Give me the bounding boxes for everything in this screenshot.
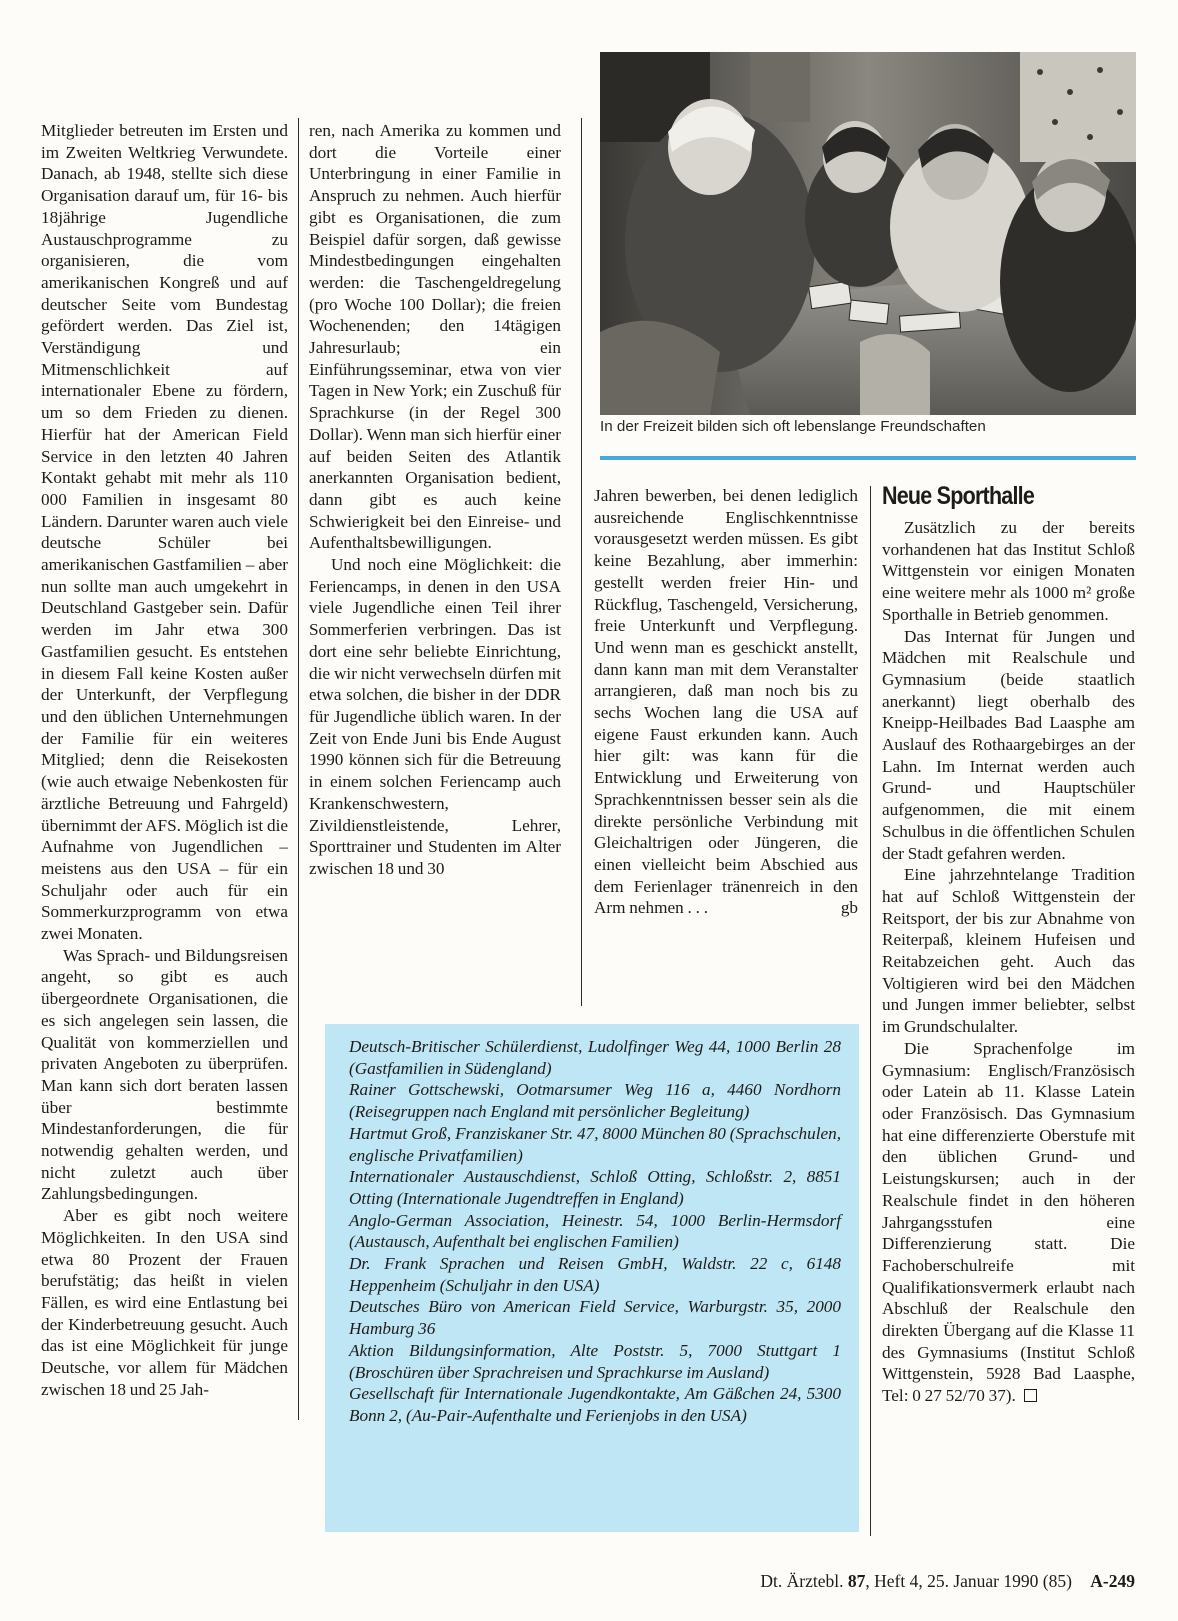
- sidebar-paragraph: [882, 1038, 1135, 1407]
- page-number: A-249: [1090, 1571, 1135, 1591]
- sidebar-paragraph: Das Internat für Jungen und Mädchen mit Realschule und Gymnasium (beide staatlich anerkannt) liegt oberhalb des Kneipp-Heilbades Bad Laasphe am Auslauf des Rothaargebirges an der Lahn. Im Internat werden auch Grund- und Hauptschüler aufgenommen, die mit einem Schulbus in die öffentlichen Schulen der Stadt gefahren werden.: [882, 626, 1135, 863]
- sidebar-column: [882, 517, 1135, 1407]
- journal-volume: 87: [847, 1571, 866, 1591]
- accent-divider: [600, 456, 1136, 460]
- address-entry: Aktion Bildungsinformation, Alte Poststr. 5, 7000 Stuttgart 1 (Broschüren über Sprachreisen und Sprachkurse im Ausland): [349, 1340, 841, 1382]
- article-text: Jahren bewerben, bei denen lediglich ausreichende Englischkenntnisse vorausgesetzt werden müssen. Es gibt keine Bezahlung, aber immerhin: gestellt werden freier Hin- und Rückflug, Taschengeld, Versicherung, freie Unterkunft und Verpflegung. Und wenn man es geschickt anstellt, dann kann man mit dem Veranstalter arrangieren, daß man noch bis zu sechs Wochen lang die USA auf eigene Faust erkunden kann. Auch hier gilt: was kann für die Entwicklung und Erweiterung von Sprachkenntnissen besser sein als die direkte persönliche Verbindung mit Gleichaltrigen oder Jüngeren, die einen vielleicht beim Abschied aus dem Ferienlager tränenreich in den Arm nehmen . . .: [594, 486, 858, 918]
- address-entry: Gesellschaft für Internationale Jugendkontakte, Am Gäßchen 24, 5300 Bonn 2, (Au-Pair-Aufenthalte und Ferienjobs in den USA): [349, 1384, 841, 1425]
- address-entry: Deutsch-Britischer Schülerdienst, Ludolfinger Weg 44, 1000 Berlin 28 (Gastfamilien in Südengland): [349, 1037, 841, 1078]
- sidebar-paragraph: Zusätzlich zu der bereits vorhandenen hat das Institut Schloß Wittgenstein vor einigen Monaten eine weitere mehr als 1000 m² große Sporthalle in Betrieb genommen.: [882, 518, 1135, 624]
- article-paragraph: Aber es gibt noch weitere Möglichkeiten. In den USA sind etwa 80 Prozent der Frauen berufstätig; das heißt in vielen Fällen, es wird eine Entlastung bei der Kinderbetreuung gesucht. Auch das ist eine Möglichkeit für junge Deutsche, vor allem für Mädchen zwischen 18 und 25 Jah-: [41, 1206, 288, 1399]
- column-divider: [870, 486, 871, 1536]
- article-paragraph: Und noch eine Möglichkeit: die Feriencamps, in denen in den USA viele Jugendliche einen Teil ihrer Sommerferien verbringen. Das ist dort eine sehr beliebte Einrichtung, die wir nicht verwechseln dürfen mit etwa solchen, die bisher in der DDR für Jugendliche üblich waren. In der Zeit von Ende Juni bis Ende August 1990 können sich für die Betreuung in einem solchen Feriencamp auch Krankenschwestern, Zivildienstleistende, Lehrer, Sporttrainer und Studenten im Alter zwischen 18 und 30: [309, 555, 561, 878]
- article-column-1: [41, 120, 288, 1400]
- address-entry: Deutsches Büro von American Field Service, Warburgstr. 35, 2000 Hamburg 36: [349, 1297, 841, 1339]
- column-divider: [298, 118, 299, 1420]
- article-paragraph: ren, nach Amerika zu kommen und dort die Vorteile einer Unterbringung in einer Familie in Anspruch zu nehmen. Auch hierfür gibt es Organisationen, die zum Beispiel dafür sorgen, daß gewisse Mindestbedingungen eingehalten werden: die Taschengeldregelung (pro Woche 100 Dollar); die freien Wochenenden; den 14tägigen Jahresurlaub; ein Einführungsseminar, etwa von vier Tagen in New York; ein Zuschuß für Sprachkurse (in der Regel 300 Dollar). Wenn man sich hierfür einer auf beiden Seiten des Atlantik anerkannten Organisation bedient, dann gibt es auch keine Schwierigkeit bei den Einreise- und Aufenthaltsbewilligungen.: [309, 121, 561, 553]
- photo-image: [600, 52, 1136, 415]
- address-entry: Rainer Gottschewski, Ootmarsumer Weg 116 a, 4460 Nordhorn (Reisegruppen nach England mit persönlicher Begleitung): [349, 1080, 841, 1122]
- issue-date: , Heft 4, 25. Januar 1990 (85): [865, 1571, 1072, 1591]
- photo-caption: In der Freizeit bilden sich oft lebenslange Freundschaften: [600, 418, 986, 435]
- address-entry: Anglo-German Association, Heinestr. 54, 1000 Berlin-Hermsdorf (Austausch, Aufenthalt bei englischen Familien): [349, 1210, 841, 1252]
- author-initials: gb: [840, 898, 858, 918]
- end-mark-icon: [1024, 1389, 1037, 1402]
- journal-name: Dt. Ärztebl.: [760, 1571, 844, 1591]
- sidebar-heading: Neue Sporthalle: [882, 482, 1035, 510]
- article-column-2: [309, 120, 561, 880]
- sidebar-paragraph: Eine jahrzehntelange Tradition hat auf Schloß Wittgenstein der Reitsport, der bis zur Abnahme von Reiterpaß, kleinem Hufeisen und Reitabzeichen geht. Auch das Voltigieren wird bei den Mädchen und Jungen immer beliebter, selbst im Grundschulalter.: [882, 865, 1135, 1037]
- address-box: [325, 1024, 859, 1532]
- sidebar-text: Die Sprachenfolge im Gymnasium: Englisch/Französisch oder Latein ab 11. Klasse Latein oder Französisch. Das Gymnasium hat eine differenzierte Oberstufe mit den üblichen Grund- und Leistungskursen; auch in der Realschule findet in den höheren Jahrgangsstufen eine Differenzierung statt. Die Fachoberschulreife mit Qualifikationsvermerk erlaubt nach Abschluß der Realschule den direkten Übergang auf die Klasse 11 des Gymnasiums (Institut Schloß Wittgenstein, 5928 Bad Laasphe, Tel: 0 27 52/70 37).: [882, 1038, 1135, 1406]
- photo-teenagers-playing-cards: [600, 52, 1136, 415]
- address-entry: Hartmut Groß, Franziskaner Str. 47, 8000 München 80 (Sprachschulen, englische Privatfamilien): [349, 1123, 841, 1165]
- page-footer: [605, 1571, 1135, 1592]
- article-paragraph: Was Sprach- und Bildungsreisen angeht, so gibt es auch übergeordnete Organisationen, die es sich angelegen sein lassen, die Qualität von kommerziellen und privaten Angeboten zu überprüfen. Man kann sich dort beraten lassen über bestimmte Mindestanforderungen, die für notwendig gehalten werden, und nicht zuletzt auch über Zahlungsbedingungen.: [41, 945, 288, 1204]
- article-column-3: [594, 485, 858, 919]
- address-entry: Dr. Frank Sprachen und Reisen GmbH, Waldstr. 22 c, 6148 Heppenheim (Schuljahr in den USA): [349, 1254, 841, 1295]
- address-entry: Internationaler Austauschdienst, Schloß Otting, Schloßstr. 2, 8851 Otting (Internationale Jugendtreffen in England): [349, 1167, 841, 1208]
- column-divider: [581, 118, 582, 1006]
- article-paragraph: Mitglieder betreuten im Ersten und im Zweiten Weltkrieg Verwundete. Danach, ab 1948, stellte sich diese Organisation darauf um, für 16- bis 18jährige Jugendliche Austauschprogramme zu organisieren, die vom amerikanischen Kongreß und auf deutscher Seite vom Bundestag gefördert werden. Das Ziel ist, Verständigung und Mitmenschlichkeit auf internationaler Ebene zu fördern, um so dem Frieden zu dienen. Hierfür hat der American Field Service in den letzten 40 Jahren Kontakt gehabt mit mehr als 110 000 Familien in insgesamt 80 Ländern. Darunter waren auch viele deutsche Schüler bei amerikanischen Gastfamilien – aber nun sollte man auch umgekehrt in Deutschland Gastgeber sein. Dafür werden im Jahr etwa 300 Gastfamilien gesucht. Es entstehen in diesem Fall keine Kosten außer der Unterkunft, der Verpflegung und den üblichen Unternehmungen der Familie für ein weiteres Mitglied; denn die Reisekosten (wie auch etwaige Nebenkosten für ärztliche Betreuung und Fahrgeld) übernimmt der AFS. Möglich ist die Aufnahme von Jugendlichen – meistens aus den USA – für ein Schuljahr oder auch für ein Sommerkurzprogramm von etwa zwei Monaten.: [41, 121, 288, 944]
- article-paragraph: [594, 485, 858, 919]
